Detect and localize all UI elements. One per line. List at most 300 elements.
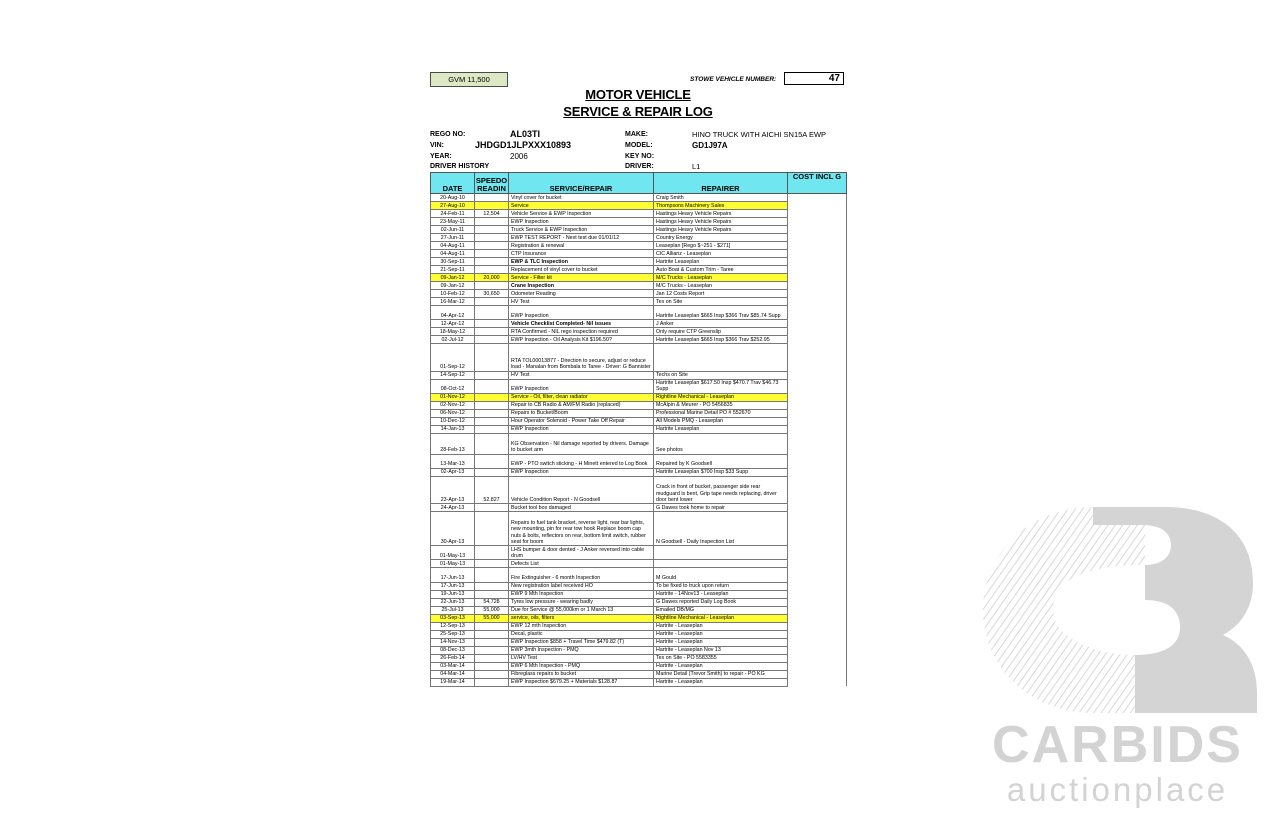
log-cost-cell [788,401,847,409]
log-service-cell: EWP & TLC Inspection [509,258,654,266]
log-cost-cell [788,234,847,242]
log-date-cell: 14-Jan-13 [431,425,475,433]
log-repairer-cell: Tex on Site - PO 5583355 [654,654,788,662]
log-date-cell: 27-Jun-11 [431,234,475,242]
table-row [431,630,847,638]
log-service-cell: Odometer Reading [509,290,654,298]
log-cost-cell [788,336,847,344]
table-row [431,582,847,590]
log-repairer-cell: To be fixed to truck upon return [654,582,788,590]
service-log-document [428,70,848,755]
carbids-b-logo-icon [975,505,1260,715]
log-cost-cell [788,226,847,234]
log-cost-cell [788,290,847,298]
log-date-cell: 14-Nov-13 [431,638,475,646]
table-row [431,344,847,371]
table-row [431,242,847,250]
log-date-cell: 04-Aug-11 [431,250,475,258]
log-service-cell: EWP 6 Mth Inspection - PMQ [509,662,654,670]
log-cost-cell [788,250,847,258]
log-speedo-cell: 30,650 [475,290,509,298]
log-cost-cell [788,582,847,590]
table-row [431,218,847,226]
log-date-cell: 30-Apr-13 [431,512,475,546]
stowe-vehicle-number: 47 [784,72,844,85]
log-date-cell: 22-Jun-13 [431,598,475,606]
log-repairer-cell: Craig Smith [654,194,788,202]
log-speedo-cell [475,282,509,290]
log-speedo-cell [475,468,509,476]
table-row [431,258,847,266]
log-speedo-cell [475,433,509,454]
log-date-cell: 20-Aug-10 [431,194,475,202]
log-cost-cell [788,202,847,210]
table-row [431,266,847,274]
table-row [431,662,847,670]
log-date-cell: 01-May-13 [431,546,475,560]
table-row [431,250,847,258]
log-speedo-cell [475,298,509,306]
log-repairer-cell: Tex on Site [654,298,788,306]
table-row [431,393,847,401]
log-date-cell: 02-Jul-12 [431,336,475,344]
log-cost-cell [788,622,847,630]
table-row [431,336,847,344]
log-speedo-cell [475,512,509,546]
log-cost-cell [788,590,847,598]
log-repairer-cell: Hartrite - Leaseplan [654,662,788,670]
log-service-cell: Replacement of vinyl cover to bucket [509,266,654,274]
log-speedo-cell [475,336,509,344]
log-date-cell: 08-Oct-12 [431,379,475,393]
log-service-cell: Service - Filter kit [509,274,654,282]
log-service-cell: EWP 12 mth Inspection [509,622,654,630]
table-row [431,371,847,379]
log-cost-cell [788,417,847,425]
vin-label: VIN: [430,142,444,149]
log-speedo-cell [475,266,509,274]
log-repairer-cell: Only require CTP Greenslip [654,328,788,336]
log-cost-cell [788,560,847,568]
table-row [431,433,847,454]
log-cost-cell [788,433,847,454]
log-service-cell: Repairs to fuel tank bracket, reverse light, rear bar lights, new mounting, pin for rear tow hook Replace boom cap nuts & bolts, reflectors on rear, bottom limit switch, rubber seat for boom [509,512,654,546]
table-row [431,401,847,409]
rego-label: REGO NO: [430,131,466,138]
log-service-cell: EWP 3mth Inspection - PMQ [509,646,654,654]
table-row [431,598,847,606]
log-service-cell: Bucket tool box damaged [509,504,654,512]
log-repairer-cell: Hartrite - 14Nov13 - Leaseplan [654,590,788,598]
table-row [431,622,847,630]
model-value: GD1J97A [692,141,728,150]
log-repairer-cell: G Dawes took home to repair [654,504,788,512]
log-cost-cell [788,344,847,371]
log-speedo-cell [475,306,509,320]
log-speedo-cell [475,560,509,568]
log-repairer-cell: Hartrite Leaseplan [654,258,788,266]
log-date-cell: 24-Feb-11 [431,210,475,218]
log-date-cell: 27-Aug-10 [431,202,475,210]
log-cost-cell [788,598,847,606]
log-service-cell: New registration label received HO [509,582,654,590]
log-service-cell: Hour Operator Solenoid - Power Take Off Repair [509,417,654,425]
log-service-cell: Crane Inspection [509,282,654,290]
log-repairer-cell: Emailed DB/MG [654,606,788,614]
log-date-cell: 04-Apr-12 [431,306,475,320]
key-no-label: KEY NO: [625,153,655,160]
log-date-cell: 12-Sep-13 [431,622,475,630]
log-repairer-cell: Hartrite - Leaseplan [654,622,788,630]
log-repairer-cell: Jan 12 Costs Report [654,290,788,298]
log-date-cell: 01-May-13 [431,560,475,568]
log-repairer-cell: J Anker [654,320,788,328]
driver-label: DRIVER: [625,163,654,170]
log-cost-cell [788,210,847,218]
log-date-cell: 10-Feb-12 [431,290,475,298]
log-speedo-cell [475,582,509,590]
log-cost-cell [788,606,847,614]
log-cost-cell [788,678,847,686]
log-cost-cell [788,393,847,401]
log-speedo-cell [475,401,509,409]
log-repairer-cell: Country Energy [654,234,788,242]
log-speedo-cell [475,258,509,266]
log-cost-cell [788,646,847,654]
gvm-box: GVM 11,500 [430,72,508,87]
log-cost-cell [788,371,847,379]
log-cost-cell [788,379,847,393]
log-repairer-cell: See photos [654,433,788,454]
speedo-header: SPEEDO READIN [475,173,509,194]
log-repairer-cell [654,560,788,568]
table-row [431,560,847,568]
log-service-cell: RTA TOL00013877 - Direction to secure, adjust or reduce load - Manalan from Bombala to Taree - Driver: G Bannister [509,344,654,371]
table-row [431,306,847,320]
log-repairer-cell: Hartrite Leaseplan $665 Insp $366 Trav $85.74 Supp [654,306,788,320]
log-speedo-cell [475,328,509,336]
log-service-cell: EWP Inspection $679.25 + Materials $128.87 [509,678,654,686]
log-cost-cell [788,504,847,512]
table-row [431,425,847,433]
log-service-cell: Vehicle Condition Report - N Goodsell [509,476,654,503]
log-speedo-cell [475,250,509,258]
table-row [431,290,847,298]
log-repairer-cell: N Goodsell - Daily Inspection List [654,512,788,546]
log-date-cell: 19-Mar-14 [431,678,475,686]
log-cost-cell [788,512,847,546]
log-repairer-cell: Auto Boat & Custom Trim - Taree [654,266,788,274]
log-repairer-cell: McAlpin & Meurer - PO 5456835 [654,401,788,409]
log-speedo-cell [475,379,509,393]
log-speedo-cell [475,630,509,638]
log-repairer-cell: Crack in front of bucket, passenger side rear mudguard is bent, Grip tape needs replacing, driver door bent lower [654,476,788,503]
year-label: YEAR: [430,153,452,160]
log-service-cell: HV Test [509,371,654,379]
table-row [431,379,847,393]
log-service-cell: Vinyl cover for bucket [509,194,654,202]
log-cost-cell [788,266,847,274]
log-service-cell: EWP Inspection [509,379,654,393]
table-row [431,202,847,210]
table-body [431,194,847,687]
table-row [431,678,847,686]
table-row [431,320,847,328]
log-repairer-cell: Hartrite - Leaseplan [654,630,788,638]
log-cost-cell [788,242,847,250]
log-speedo-cell [475,371,509,379]
log-date-cell: 28-Feb-13 [431,433,475,454]
log-repairer-cell: Hartrite Leaseplan $665 Insp $366 Trav $252.95 [654,336,788,344]
log-speedo-cell [475,662,509,670]
log-service-cell: LV/HV Test [509,654,654,662]
log-service-cell: Truck Service & EWP Inspection [509,226,654,234]
log-cost-cell [788,425,847,433]
log-cost-cell [788,320,847,328]
log-speedo-cell [475,454,509,468]
table-row [431,590,847,598]
log-speedo-cell: 20,000 [475,274,509,282]
log-date-cell: 03-Sep-13 [431,614,475,622]
log-cost-cell [788,454,847,468]
log-date-cell: 04-Mar-14 [431,670,475,678]
log-cost-cell [788,194,847,202]
make-label: MAKE: [625,131,648,138]
log-cost-cell [788,468,847,476]
table-row [431,210,847,218]
table-row [431,546,847,560]
log-cost-cell [788,654,847,662]
document-title-line1: MOTOR VEHICLE [585,87,691,102]
log-date-cell: 09-Jan-12 [431,282,475,290]
log-date-cell: 02-Nov-12 [431,401,475,409]
log-repairer-cell: All Models PMQ - Leaseplan [654,417,788,425]
table-row [431,606,847,614]
log-speedo-cell [475,654,509,662]
log-date-cell: 04-Aug-11 [431,242,475,250]
log-repairer-cell: Hastings Heavy Vehicle Repairs [654,226,788,234]
log-service-cell: EWP Inspection [509,468,654,476]
table-row [431,226,847,234]
table-row [431,417,847,425]
log-speedo-cell [475,504,509,512]
log-speedo-cell: 12,504 [475,210,509,218]
table-row [431,476,847,503]
table-row [431,328,847,336]
table-row [431,614,847,622]
log-speedo-cell [475,670,509,678]
driver-value: L1 [692,162,701,171]
log-repairer-cell: Hartrite - Leaseplan [654,638,788,646]
date-header: DATE [431,173,475,194]
log-repairer-cell: M/C Trucks - Leaseplan [654,274,788,282]
log-date-cell: 02-Jun-11 [431,226,475,234]
log-speedo-cell [475,568,509,582]
log-service-cell: RTA Confirmed - NIL rego inspection required [509,328,654,336]
log-date-cell: 08-Dec-13 [431,646,475,654]
log-cost-cell [788,282,847,290]
log-repairer-cell: Marine Detail (Trevor Smith) to repair - PO KG [654,670,788,678]
repairer-header: REPAIRER [654,173,788,194]
log-service-cell: Decal, plastic [509,630,654,638]
log-cost-cell [788,328,847,336]
table-row [431,234,847,242]
log-speedo-cell [475,590,509,598]
log-cost-cell [788,298,847,306]
log-speedo-cell: 55,000 [475,606,509,614]
log-date-cell: 13-Mar-13 [431,454,475,468]
log-date-cell: 01-Nov-12 [431,393,475,401]
table-row [431,654,847,662]
log-speedo-cell [475,678,509,686]
log-service-cell: EWP Inspection [509,425,654,433]
document-title-line2: SERVICE & REPAIR LOG [563,104,713,119]
log-speedo-cell [475,638,509,646]
log-date-cell: 03-Mar-14 [431,662,475,670]
log-service-cell: EWP 9 Mth Inspection [509,590,654,598]
log-repairer-cell: Leaseplan [Rego $~251 - $271] [654,242,788,250]
log-service-cell: CTP Insurance [509,250,654,258]
log-service-cell: Repairs to Bucket/Boom [509,409,654,417]
log-speedo-cell [475,622,509,630]
log-service-cell: EWP - PTO switch sticking - H Minett entered to Log Book [509,454,654,468]
log-cost-cell [788,546,847,560]
driver-history-label: DRIVER HISTORY [430,163,490,170]
log-cost-cell [788,306,847,320]
log-date-cell: 25-Jul-13 [431,606,475,614]
make-value: HINO TRUCK WITH AICHI SN15A EWP [692,130,827,139]
log-repairer-cell: M/C Trucks - Leaseplan [654,282,788,290]
table-row [431,454,847,468]
log-service-cell: HV Test [509,298,654,306]
log-date-cell: 25-Sep-13 [431,630,475,638]
log-repairer-cell: Professional Marine Detail PO # 552670 [654,409,788,417]
table-row [431,638,847,646]
log-service-cell: Fire Extinguisher - 6 month Inspection [509,568,654,582]
log-cost-cell [788,638,847,646]
log-speedo-cell [475,202,509,210]
table-row [431,512,847,546]
table-row [431,504,847,512]
log-date-cell: 10-Dec-12 [431,417,475,425]
log-cost-cell [788,218,847,226]
log-repairer-cell: Rightline Mechanical - Leaseplan [654,614,788,622]
log-speedo-cell [475,320,509,328]
watermark-tagline: auctionplace [1006,771,1229,808]
log-repairer-cell: G Dawes reported Daily Log Book [654,598,788,606]
rego-value: AL03TI [510,129,541,139]
service-log-table [430,172,847,687]
log-date-cell: 16-Mar-12 [431,298,475,306]
year-value: 2006 [510,152,528,161]
log-service-cell: Fibreglass repairs to bucket [509,670,654,678]
log-service-cell: Defects List [509,560,654,568]
table-row [431,282,847,290]
log-date-cell: 12-Apr-12 [431,320,475,328]
log-date-cell: 14-Sep-12 [431,371,475,379]
log-repairer-cell: Repaired by K Goodsell [654,454,788,468]
log-service-cell: Registration & renewal [509,242,654,250]
log-cost-cell [788,662,847,670]
log-repairer-cell: Thompsons Machinery Sales [654,202,788,210]
log-date-cell: 01-Sep-12 [431,344,475,371]
log-repairer-cell: Hartrite Leaseplan $700 Insp $33 Supp [654,468,788,476]
log-repairer-cell: M Gould [654,568,788,582]
log-repairer-cell: Hastings Heavy Vehicle Repairs [654,210,788,218]
log-speedo-cell [475,409,509,417]
table-row [431,670,847,678]
log-repairer-cell: Rightline Mechanical - Leaseplan [654,393,788,401]
log-speedo-cell [475,218,509,226]
log-service-cell: LHS bumper & door dented - J Anker reversed into cable drum [509,546,654,560]
log-speedo-cell [475,194,509,202]
log-repairer-cell [654,344,788,371]
log-cost-cell [788,409,847,417]
stowe-vehicle-number-label: STOWE VEHICLE NUMBER: [690,76,777,83]
log-repairer-cell: Hartrite - Leaseplan [654,678,788,686]
log-date-cell: 17-Jun-13 [431,582,475,590]
log-repairer-cell: Techs on Site [654,371,788,379]
table-row [431,468,847,476]
log-speedo-cell: 52,827 [475,476,509,503]
log-date-cell: 06-Nov-12 [431,409,475,417]
log-service-cell: Vehicle Checklist Completed- Nil issues [509,320,654,328]
log-cost-cell [788,476,847,503]
log-date-cell: 21-Sep-11 [431,266,475,274]
log-cost-cell [788,670,847,678]
table-row [431,274,847,282]
log-service-cell: EWP Inspection [509,306,654,320]
vin-value: JHDGD1JLPXXX10893 [475,140,572,150]
log-cost-cell [788,568,847,582]
table-row [431,568,847,582]
log-speedo-cell [475,242,509,250]
log-speedo-cell [475,226,509,234]
table-row [431,298,847,306]
log-speedo-cell [475,417,509,425]
log-speedo-cell [475,646,509,654]
log-speedo-cell [475,546,509,560]
log-service-cell: Due for Service @ 55,000km or 1 March 13 [509,606,654,614]
log-date-cell: 24-Apr-13 [431,504,475,512]
watermark-brand: CARBIDS [992,716,1243,774]
log-repairer-cell: Hartrite Leaseplan $617.50 Insp $470.7 Trav $46.73 Supp [654,379,788,393]
log-date-cell: 18-May-12 [431,328,475,336]
log-date-cell: 23-Apr-13 [431,476,475,503]
log-speedo-cell: 54,728 [475,598,509,606]
log-speedo-cell [475,425,509,433]
log-repairer-cell [654,546,788,560]
log-service-cell: EWP Inspection $858 + Travel Time $479.82 (T) [509,638,654,646]
log-repairer-cell: Hastings Heavy Vehicle Repairs [654,218,788,226]
log-repairer-cell: CIC Allianz - Leaseplan [654,250,788,258]
log-cost-cell [788,274,847,282]
log-speedo-cell: 55,000 [475,614,509,622]
log-repairer-cell: Hartrite Leaseplan [654,425,788,433]
log-date-cell: 19-Jun-13 [431,590,475,598]
log-service-cell: service, oils, filters [509,614,654,622]
table-row [431,409,847,417]
log-date-cell: 02-Apr-13 [431,468,475,476]
service-header: SERVICE/REPAIR [509,173,654,194]
log-repairer-cell: Hartrite - Leaseplan Nov 13 [654,646,788,654]
cost-header: COST INCL G [788,173,847,194]
log-service-cell: KG Observation - Nil damage reported by drivers. Damage to bucket arm [509,433,654,454]
log-cost-cell [788,630,847,638]
log-service-cell: Tyres low pressure - wearing badly [509,598,654,606]
carbids-watermark [975,505,1260,815]
log-service-cell: Vehicle Service & EWP Inspection [509,210,654,218]
